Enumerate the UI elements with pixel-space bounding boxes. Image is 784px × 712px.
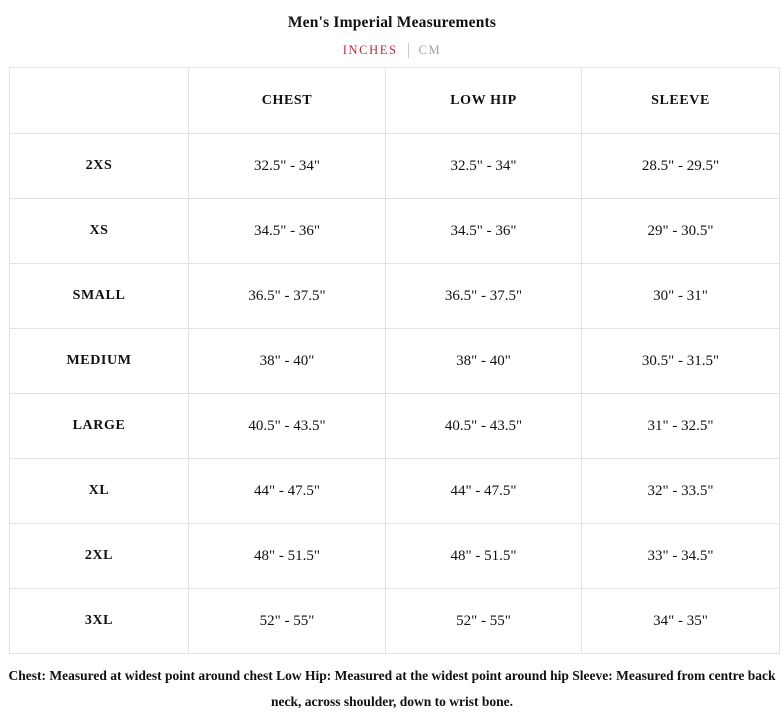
sleeve-cell: 30.5" - 31.5" — [582, 329, 780, 394]
measurement-note: Chest: Measured at widest point around chest Low Hip: Measured at the widest point around hip Sleeve: Measured from centre back neck, across shoulder, down to wrist bone. — [8, 668, 776, 709]
sleeve-cell: 31" - 32.5" — [582, 394, 780, 459]
low-hip-cell: 34.5" - 36" — [386, 199, 582, 264]
table-row — [10, 524, 780, 589]
chest-cell: 34.5" - 36" — [189, 199, 386, 264]
unit-divider — [408, 43, 409, 58]
table-row — [10, 589, 780, 654]
table-row — [10, 134, 780, 199]
low-hip-cell: 36.5" - 37.5" — [386, 264, 582, 329]
low-hip-cell: 44" - 47.5" — [386, 459, 582, 524]
chest-cell: 38" - 40" — [189, 329, 386, 394]
table-row — [10, 199, 780, 264]
header-cell-empty — [10, 68, 189, 134]
low-hip-cell: 32.5" - 34" — [386, 134, 582, 199]
sleeve-cell: 30" - 31" — [582, 264, 780, 329]
table-row — [10, 459, 780, 524]
sleeve-cell: 29" - 30.5" — [582, 199, 780, 264]
low-hip-cell: 48" - 51.5" — [386, 524, 582, 589]
header-cell-low-hip: LOW HIP — [386, 68, 582, 134]
sleeve-cell: 28.5" - 29.5" — [582, 134, 780, 199]
table-row — [10, 264, 780, 329]
unit-cm-button[interactable]: CM — [418, 43, 442, 57]
chest-cell: 52" - 55" — [189, 589, 386, 654]
chest-cell: 40.5" - 43.5" — [189, 394, 386, 459]
table-header-row — [10, 68, 780, 134]
low-hip-cell: 40.5" - 43.5" — [386, 394, 582, 459]
table-row — [10, 329, 780, 394]
size-label-cell: XS — [10, 199, 189, 264]
sleeve-cell: 34" - 35" — [582, 589, 780, 654]
size-measurements-table — [9, 67, 780, 654]
unit-toggle — [0, 42, 784, 58]
sleeve-cell: 32" - 33.5" — [582, 459, 780, 524]
low-hip-cell: 38" - 40" — [386, 329, 582, 394]
size-label-cell: 3XL — [10, 589, 189, 654]
size-label-cell: 2XS — [10, 134, 189, 199]
header-cell-sleeve: SLEEVE — [582, 68, 780, 134]
table-row — [10, 394, 780, 459]
low-hip-cell: 52" - 55" — [386, 589, 582, 654]
size-label-cell: XL — [10, 459, 189, 524]
size-label-cell: SMALL — [10, 264, 189, 329]
size-label-cell: 2XL — [10, 524, 189, 589]
header-cell-chest: CHEST — [189, 68, 386, 134]
chest-cell: 44" - 47.5" — [189, 459, 386, 524]
chest-cell: 48" - 51.5" — [189, 524, 386, 589]
size-chart-header — [0, 0, 784, 58]
page-title: Men's Imperial Measurements — [287, 14, 497, 31]
chest-cell: 32.5" - 34" — [189, 134, 386, 199]
size-label-cell: LARGE — [10, 394, 189, 459]
sleeve-cell: 33" - 34.5" — [582, 524, 780, 589]
chest-cell: 36.5" - 37.5" — [189, 264, 386, 329]
unit-inches-button[interactable]: INCHES — [342, 43, 398, 57]
size-label-cell: MEDIUM — [10, 329, 189, 394]
